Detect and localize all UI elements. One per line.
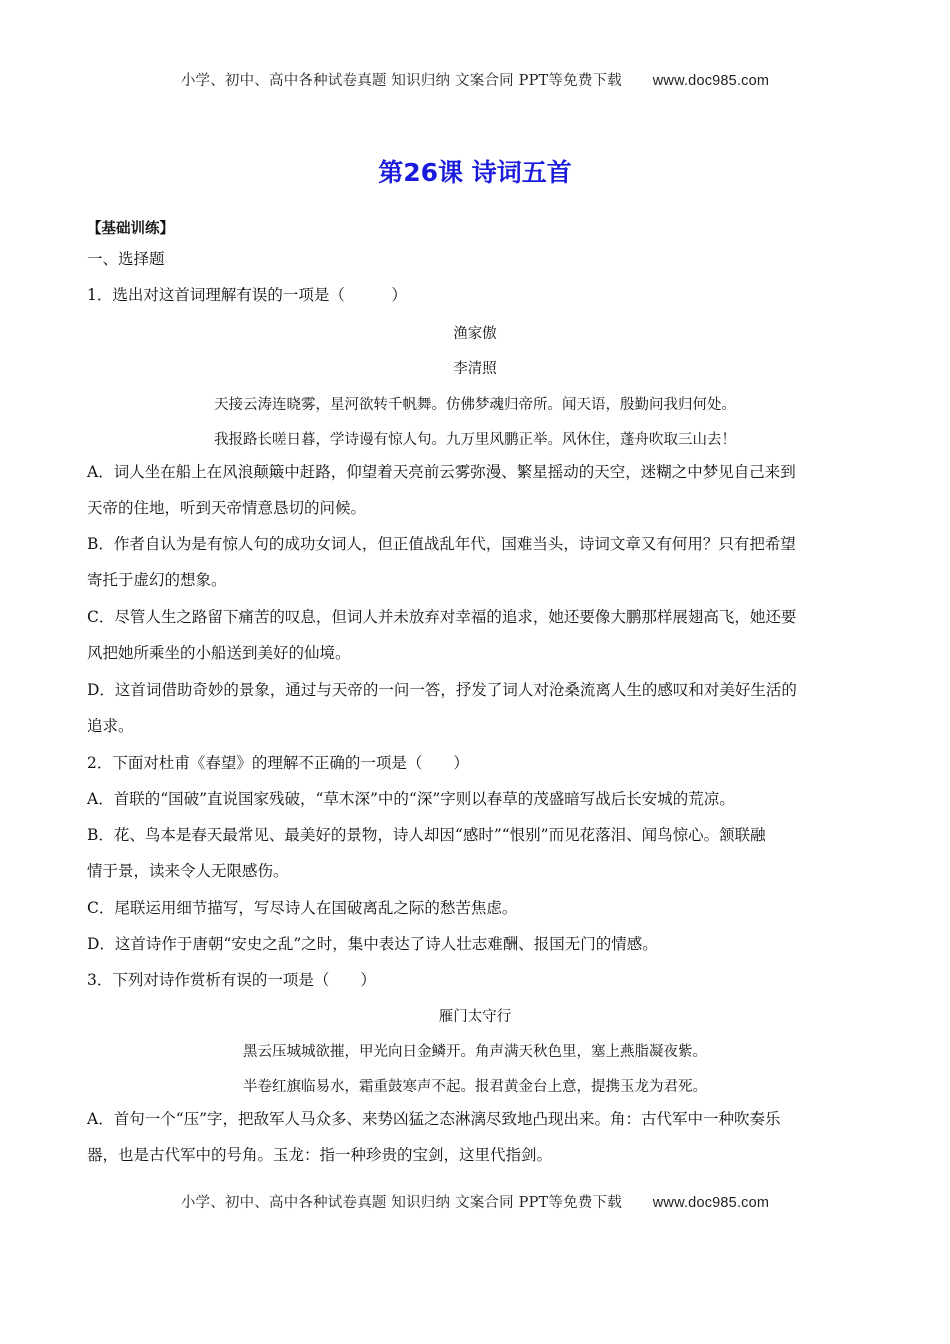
q1-stem-start: 1．选出对这首词理解 (87, 286, 237, 304)
footer-text: 小学、初中、高中各种试卷真题 知识归纳 文案合同 PPT等免费下载 (180, 1195, 622, 1211)
q2-option-b (87, 817, 857, 889)
page-title: 第26课 诗词五首 (378, 158, 572, 187)
q1-poem-line-2: 我报路长嗟日暮，学诗谩有惊人句。九万里风鹏正举。风休住，蓬舟吹取三山去！ (214, 432, 736, 448)
q1-option-c (87, 599, 857, 671)
header-site-link[interactable]: www.doc985.com (652, 73, 770, 89)
header-text: 小学、初中、高中各种试卷真题 知识归纳 文案合同 PPT等免费下载 (180, 73, 622, 89)
q2-option-a: A．首联的“国破”直说国家残破，“草木深”中的“深”字则以春草的茂盛暗写战后长安城的荒凉。 (87, 790, 735, 808)
q1-option-a (87, 454, 857, 526)
q1-poem-line-1: 天接云涛连晓雾，星河欲转千帆舞。仿佛梦魂归帝所。闻天语，殷勤问我归何处。 (214, 397, 736, 413)
q2-option-b-line-1: B．花、鸟本是春天最常见、最美好的景物，诗人却因“感时”“恨别”而见花落泪、闻鸟惊心。颔联融 (87, 826, 766, 844)
q1-option-a-line-2: 天帝的住地，听到天帝情意恳切的问候。 (87, 499, 367, 517)
q1-option-a-line-1: A．词人坐在船上在风浪颠簸中赶路，仰望着天亮前云雾弥漫、繁星摇动的天空，迷糊之中梦见自己来到 (87, 463, 796, 481)
q2-option-b-line-2: 情于景，读来令人无限感伤。 (87, 862, 289, 880)
q3-option-a (87, 1101, 857, 1173)
q3-option-a-line-1: A．首句一个“压”字，把敌军人马众多、来势凶猛之态淋漓尽致地凸现出来。角：古代军中一种吹奏乐 (87, 1110, 781, 1128)
q1-stem-end: 的一项是（ ） (267, 286, 407, 304)
q3-poem-line-2: 半卷红旗临易水，霜重鼓寒声不起。报君黄金台上意，提携玉龙为君死。 (243, 1079, 707, 1095)
question-1-stem (87, 277, 857, 313)
question-2-stem: 2．下面对杜甫《春望》的理解不正确的一项是（ ） (87, 754, 469, 772)
q1-option-d-line-2: 追求。 (87, 717, 134, 735)
q1-option-c-line-2: 风把她所乘坐的小船送到美好的仙境。 (87, 644, 351, 662)
question-3-stem: 3．下列对诗作赏析有误的一项是（ ） (87, 971, 376, 989)
footer-site-link[interactable]: www.doc985.com (652, 1195, 770, 1211)
q3-poem-line-1: 黑云压城城欲摧，甲光向日金鳞开。角声满天秋色里，塞上燕脂凝夜紫。 (243, 1044, 707, 1060)
q1-option-c-line-1: C．尽管人生之路留下痛苦的叹息，但词人并未放弃对幸福的追求，她还要像大鹏那样展翅高飞，她还要 (87, 608, 797, 626)
section-heading: 【基础训练】 (87, 221, 174, 237)
q3-option-a-line-2: 器，也是古代军中的号角。玉龙：指一种珍贵的宝剑，这里代指剑。 (87, 1146, 553, 1164)
q1-emphasis-2: 误 (251, 286, 268, 304)
q1-option-b (87, 526, 857, 598)
q1-poem-title: 渔家傲 (453, 326, 497, 342)
q1-option-b-line-1: B．作者自认为是有惊人句的成功女词人，但正值战乱年代，国难当头，诗词文章又有何用？只有把希望 (87, 535, 796, 553)
q1-emphasis-1: 有 (236, 286, 252, 304)
q1-option-d (87, 672, 857, 744)
part-heading: 一、选择题 (87, 250, 165, 268)
q1-option-d-line-1: D．这首词借助奇妙的景象，通过与天帝的一问一答，抒发了词人对沧桑流离人生的感叹和对美好生活的 (87, 681, 797, 699)
page-header (0, 69, 950, 90)
q1-option-b-line-2: 寄托于虚幻的想象。 (87, 571, 227, 589)
page-footer (0, 1191, 950, 1212)
q2-option-c: C．尾联运用细节描写，写尽诗人在国破离乱之际的愁苦焦虑。 (87, 899, 518, 917)
q3-poem-title: 雁门太守行 (438, 1009, 512, 1025)
q2-option-d: D．这首诗作于唐朝“安史之乱”之时，集中表达了诗人壮志难酬、报国无门的情感。 (87, 935, 658, 953)
q1-poem-author: 李清照 (453, 361, 497, 377)
